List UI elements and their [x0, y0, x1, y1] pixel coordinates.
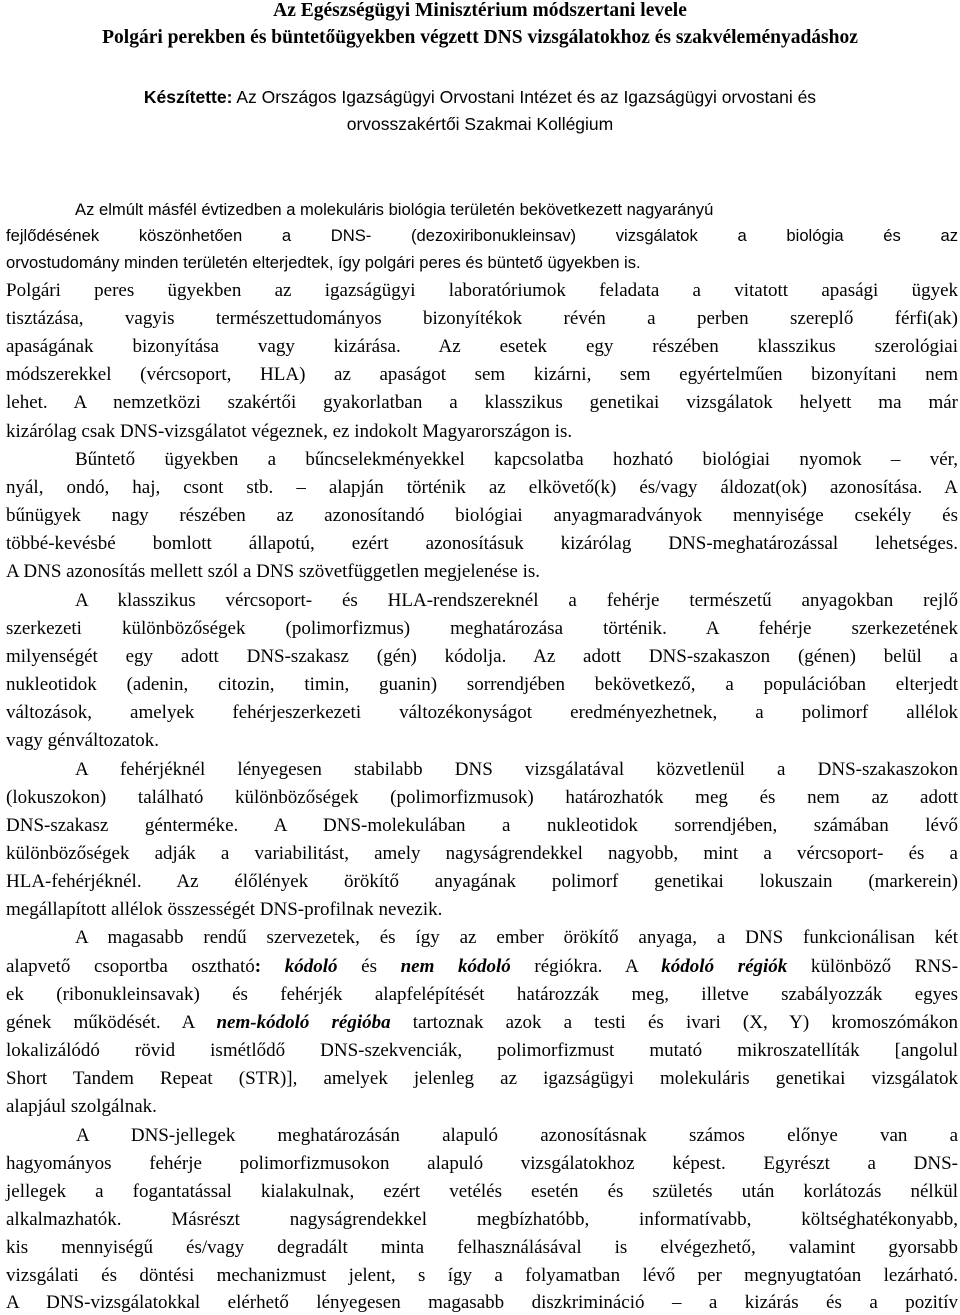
text-line: Short Tandem Repeat (STR)], amelyek jelenleg az igazságügyi molekuláris genetikai vizsgálatok: [6, 1068, 958, 1089]
text-line: vagy génváltozatok.: [6, 730, 160, 751]
author-line-1: [0, 87, 960, 108]
text-line: módszerekkel (vércsoport, HLA) az apaságot sem kizárni, sem egyértelműen bizonyítani nem: [6, 364, 958, 385]
text-run: különböző RNS-: [787, 956, 959, 977]
text-line: bűnügyek nagy részében az azonosítandó biológiai anyagmaradványok mennyisége csekély és: [6, 505, 958, 526]
text-line: fejlődésének köszönhetően a DNS- (dezoxiribonukleinsav) vizsgálatok a biológia és az: [6, 226, 958, 245]
text-line: nyál, ondó, haj, csont stb. – alapján történik az elkövető(k) és/vagy áldozat(ok) azonosítása. A: [6, 477, 958, 498]
text-line: A DNS-jellegek meghatározásán alapuló azonosításnak számos előnye van a: [76, 1125, 958, 1146]
text-run: és: [337, 956, 401, 977]
text-line: többé-kevésbé bomlott állapotú, ezért azonosításuk kizárólag DNS-meghatározással lehetséges.: [6, 533, 958, 554]
author-line-2: orvosszakértői Szakmai Kollégium: [346, 114, 614, 134]
text-line: kizárólag csak DNS-vizsgálatot végeznek, ez indokolt Magyarországon is.: [6, 421, 573, 442]
term-coding: kódoló: [284, 956, 338, 977]
text-run: régiókra. A: [510, 956, 662, 977]
text-line: alapjául szolgálnak.: [6, 1096, 157, 1117]
text-line: változások, amelyek fehérjeszerkezeti változékonyságot eredményezhetnek, a polimorf allélok: [6, 702, 958, 723]
text-line-noncoding: [6, 1011, 958, 1035]
text-line: különbözőségek adják a variabilitást, amely nagyságrendekkel nagyobb, mint a vércsoport- és a: [6, 843, 958, 864]
author-label: Készítette:: [143, 87, 233, 107]
text-line: lokalizálódó rövid ismétlődő DNS-szekvenciák, polimorfizmust mutató mikroszatellíták [angolul: [6, 1040, 958, 1061]
text-line: hagyományos fehérje polimorfizmusokon alapuló vizsgálatokhoz képest. Egyrészt a DNS-: [6, 1153, 958, 1174]
text-line: (lokuszokon) található különbözőségek (polimorfizmusok) határozhatók meg és nem az adott: [6, 787, 958, 808]
text-line: megállapított allélok összességét DNS-profilnak nevezik.: [6, 899, 443, 920]
text-run: tartoznak azok a testi és ivari (X, Y) kromoszómákon: [390, 1012, 958, 1033]
text-line: DNS-szakasz génterméke. A DNS-molekulában a nukleotidok sorrendjében, számában lévő: [6, 815, 958, 836]
text-line: vizsgálati és döntési mechanizmust jelent, s így a folyamatban lévő per megnyugtatóan lezárható.: [6, 1265, 958, 1286]
text-line: szerkezeti különbözőségek (polimorfizmus) meghatározása történik. A fehérje szerkezetének: [6, 618, 958, 639]
text-run-bold: :: [254, 956, 285, 977]
text-line: kis mennyiségű és/vagy degradált minta felhasználásával is elvégezhető, valamint gyorsabb: [6, 1237, 958, 1258]
text-line: nukleotidok (adenin, citozin, timin, guanin) sorrendjében bekövetkező, a populációban elterjedt: [6, 674, 958, 695]
term-noncoding-region: nem-kódoló régióba: [216, 1012, 391, 1033]
text-line: ek (ribonukleinsavak) és fehérjék alapfelépítését határozzák meg, illetve szabályozzák egyes: [6, 984, 958, 1005]
text-line: apaságának bizonyítása vagy kizárása. Az esetek egy részében klasszikus szerológiai: [6, 336, 958, 357]
text-line: jellegek a fogantatással kialakulnak, ezért vetélés esetén és születés után korlátozás nélkül: [6, 1181, 958, 1202]
document-subtitle: Polgári perekben és büntetőügyekben végzett DNS vizsgálatokhoz és szakvéleményadáshoz: [102, 27, 858, 48]
text-line: A DNS-vizsgálatokkal elérhető lényegesen magasabb diszkrimináció – a kizárás és a pozitív: [6, 1292, 958, 1313]
term-coding-regions: kódoló régiók: [661, 956, 788, 977]
text-line: HLA-fehérjéknél. Az élőlények örökítő anyagának polimorf genetikai lokuszain (markerein): [6, 871, 958, 892]
text-run: gének működését. A: [6, 1012, 217, 1033]
text-line: milyenségét egy adott DNS-szakasz (gén) kódolja. Az adott DNS-szakaszon (génen) belül a: [6, 646, 958, 667]
text-line: Az elmúlt másfél évtizedben a molekuláris biológia területén bekövetkezett nagyarányú: [75, 200, 714, 219]
text-line: Bűntető ügyekben a bűncselekményekkel kapcsolatba hozható biológiai nyomok – vér,: [75, 449, 958, 470]
term-noncoding: nem kódoló: [400, 956, 511, 977]
text-line: Polgári peres ügyekben az igazságügyi laboratóriumok feladata a vitatott apasági ügyek: [6, 280, 958, 301]
text-run: alapvető csoportba osztható: [6, 956, 255, 977]
text-line: A fehérjéknél lényegesen stabilabb DNS vizsgálatával közvetlenül a DNS-szakaszokon: [75, 759, 958, 780]
text-line: orvostudomány minden területén elterjedtek, így polgári peres és büntető ügyekben is.: [6, 253, 641, 272]
text-line: tisztázása, vagyis természettudományos bizonyítékok révén a perben szereplő férfi(ak): [6, 308, 958, 329]
text-line: alkalmazhatók. Másrészt nagyságrendekkel megbízhatóbb, informatívabb, költséghatékonyabb,: [6, 1209, 958, 1230]
text-line: A DNS azonosítás mellett szól a DNS szövetfüggetlen megjelenése is.: [6, 561, 540, 582]
document-title: Az Egészségügyi Minisztérium módszertani levele: [273, 0, 687, 21]
text-line: A klasszikus vércsoport- és HLA-rendszereknél a fehérje természetű anyagokban rejlő: [75, 590, 958, 611]
text-line: A magasabb rendű szervezetek, és így az ember örökítő anyaga, a DNS funkcionálisan két: [75, 927, 958, 948]
author-text-1: Az Országos Igazságügyi Orvostani Intézet és az Igazságügyi orvostani és: [232, 87, 817, 107]
text-line: lehet. A nemzetközi szakértői gyakorlatban a klasszikus genetikai vizsgálatok helyett ma már: [6, 392, 958, 413]
text-line-coding: [6, 955, 958, 979]
